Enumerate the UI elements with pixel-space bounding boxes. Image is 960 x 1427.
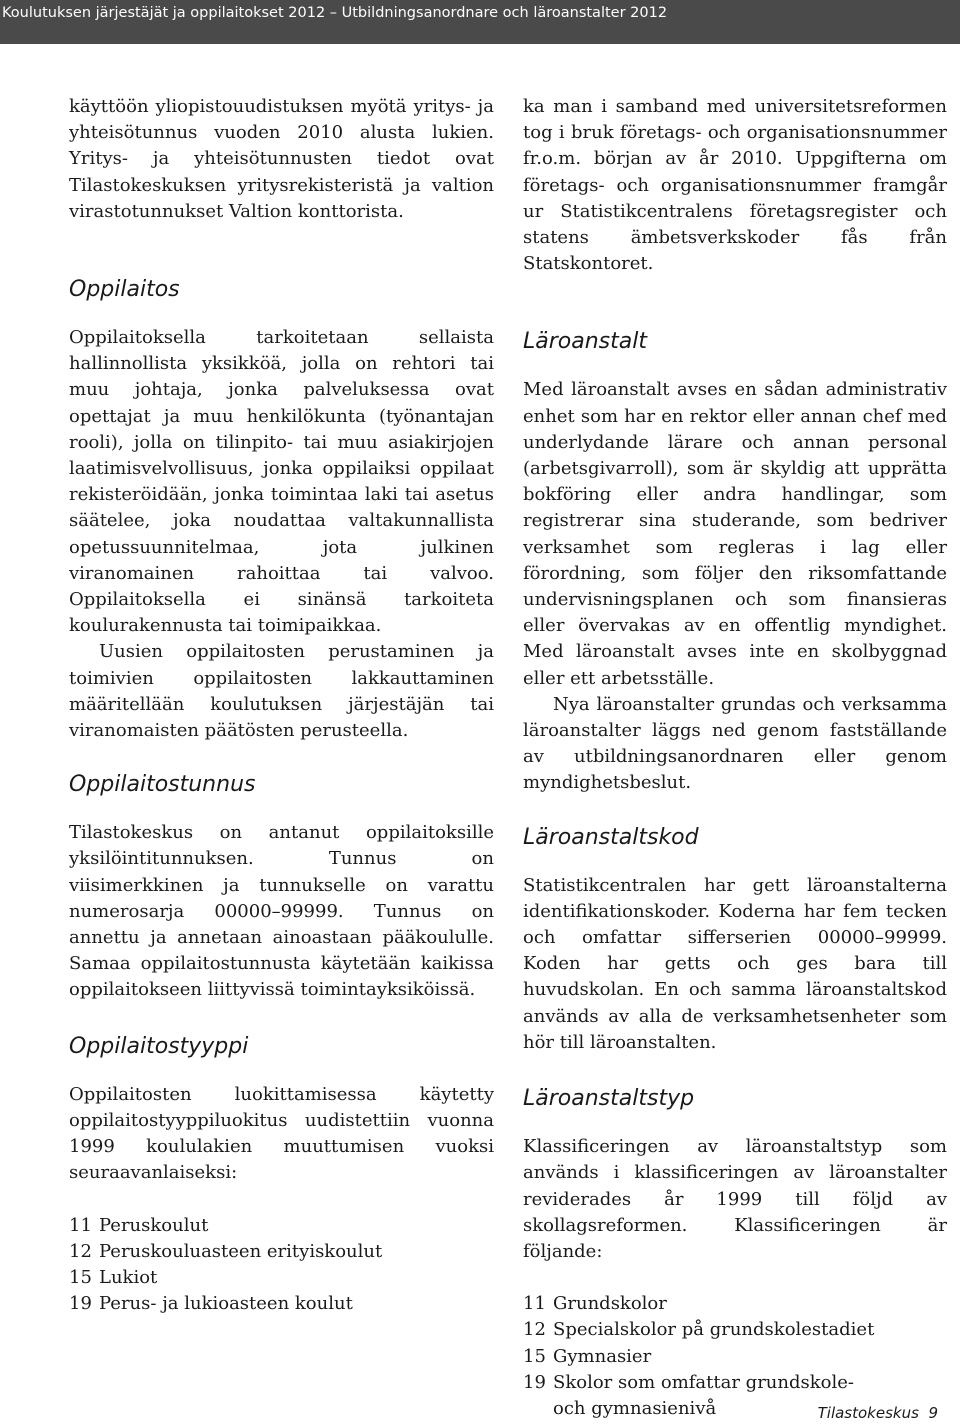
- list-item-label: Perus- ja lukioasteen koulut: [99, 1293, 353, 1315]
- list-item-label: Grundskolor: [553, 1293, 667, 1315]
- list-item-number: 12: [69, 1240, 92, 1262]
- heading-oppilaitos: Oppilaitos: [69, 277, 180, 303]
- oppilaitos-paragraph-2: Uusien oppilaitosten perustaminen ja toimivien oppilaitosten lakkauttaminen määritellään koulutuksen järjestäjän tai viranomaisten päätösten perusteella.: [69, 641, 494, 742]
- oppilaitos-paragraph-1: Oppilaitoksella tarkoitetaan sellaista hallinnollista yksikköä, jolla on rehtori tai muu johtaja, jonka palveluksessa ovat opettajat ja muu henkilökunta (työnantajan rooli), jolla on tilinpito- tai muu asiakirjojen laatimisvelvollisuus, jonka oppilaiksi oppilaat rekisteröidään, jonka toimintaa laki tai asetus säätelee, joka noudattaa valtakunnallista opetussuunnitelmaa, jota julkinen viranomainen rahoittaa tai valvoo. Oppilaitoksella ei sinänsä tarkoiteta koulurakennusta tai toimipaikkaa.: [69, 327, 494, 637]
- list-item-label: Skolor som omfattar grundskole-: [553, 1371, 854, 1393]
- list-item: [69, 1239, 494, 1265]
- laroanstaltstyp-list: [523, 1291, 947, 1422]
- list-item: [69, 1265, 494, 1291]
- running-header-text: Koulutuksen järjestäjät ja oppilaitokset 2012 – Utbildningsanordnare och läroanstalter 2012: [2, 5, 668, 21]
- laroanstaltskod-paragraph: Statistikcentralen har gett läroanstalterna identifikationskoder. Koderna har fem tecken och omfattar sifferserien 00000–99999. Koden har getts och ges bara till huvudskolan. En och samma läroanstaltskod används av alla de verksamhetsenheter som hör till läroanstalten.: [523, 874, 947, 1053]
- laroanstalt-paragraph-1: Med läroanstalt avses en sådan administrativ enhet som har en rektor eller annan chef med underlydande lärare och annan personal (arbetsgivarroll), som är skyldig att upprätta bokföring eller andra handlingar, som registrerar sina studerande, som bedriver verksamhet som regleras i lag eller förordning, som följer den riksomfattande undervisningsplanen och som finansieras eller övervakas av en offentlig myndighet. Med läroanstalt avses inte en skolbyggnad eller ett arbetsställe.: [523, 379, 947, 689]
- oppilaitostyyppi-paragraph: Oppilaitosten luokittamisessa käytetty oppilaitostyyppiluokitus uudistettiin vuonna 1999 koululakien muuttumisen vuoksi seuraavanlaiseksi:: [69, 1083, 494, 1184]
- footer-text: Tilastokeskus 9: [817, 1404, 938, 1422]
- right-column: [523, 94, 947, 1422]
- laroanstalt-paragraph-2: Nya läroanstalter grundas och verksamma läroanstalter läggs ned genom fastställande av utbildningsanordnaren eller genom myndighetsbeslut.: [523, 693, 947, 794]
- list-item-label: Peruskoulut: [99, 1214, 209, 1236]
- right-intro-paragraph: ka man i samband med universitetsreformen tog i bruk företags- och organisationsnummer fr.o.m. början av år 2010. Uppgifterna om företags- och organisationsnummer framgår ur Statistikcentralens företagsregister och statens ämbetsverkskoder fås från Statskontoret.: [523, 96, 947, 275]
- list-item: [69, 1213, 494, 1239]
- list-item-number: 19: [69, 1293, 92, 1315]
- list-item-label: Specialskolor på grundskolestadiet: [553, 1319, 875, 1341]
- heading-laroanstaltskod: Läroanstaltskod: [523, 824, 699, 850]
- running-header: [0, 0, 960, 44]
- list-item-label: Peruskouluasteen erityiskoulut: [99, 1240, 383, 1262]
- left-intro-paragraph: käyttöön yliopistouudistuksen myötä yritys- ja yhteisötunnus vuoden 2010 alusta lukien. Yritys- ja yhteisötunnusten tiedot ovat Tilastokeskuksen yritysrekisteristä ja valtion virastotunnukset Valtion konttorista.: [69, 96, 494, 222]
- list-item: [69, 1291, 494, 1317]
- list-item-number: 12: [523, 1319, 546, 1341]
- page-footer: [818, 1404, 938, 1422]
- oppilaitostyyppi-list: [69, 1213, 494, 1318]
- left-column: [69, 94, 494, 1317]
- list-item-number: 15: [523, 1345, 546, 1367]
- heading-laroanstalt: Läroanstalt: [523, 329, 647, 355]
- list-item-number: 11: [523, 1293, 546, 1315]
- list-item: [523, 1317, 947, 1343]
- heading-oppilaitostyyppi: Oppilaitostyyppi: [69, 1033, 249, 1059]
- list-item-label: Lukiot: [99, 1266, 158, 1288]
- list-item-number: 11: [69, 1214, 92, 1236]
- list-item-label: Gymnasier: [553, 1345, 652, 1367]
- list-item-number: 19: [523, 1371, 546, 1393]
- list-item-number: 15: [69, 1266, 92, 1288]
- heading-oppilaitostunnus: Oppilaitostunnus: [69, 772, 256, 798]
- laroanstaltstyp-paragraph: Klassificeringen av läroanstaltstyp som används i klassificeringen av läroanstalter reviderades år 1999 till följd av skollagsreformen. Klassificeringen är följande:: [523, 1136, 947, 1262]
- list-item-continuation: och gymnasienivå: [553, 1397, 717, 1419]
- heading-laroanstaltstyp: Läroanstaltstyp: [523, 1086, 695, 1112]
- list-item: [523, 1291, 947, 1317]
- oppilaitostunnus-paragraph: Tilastokeskus on antanut oppilaitoksille yksilöintitunnuksen. Tunnus on viisimerkkinen ja tunnukselle on varattu numerosarja 00000–99999. Tunnus on annettu ja annetaan ainoastaan pääkoululle. Samaa oppilaitostunnusta käytetään kaikissa oppilaitokseen liittyvissä toimintayksiköissä.: [69, 822, 494, 1001]
- list-item: [523, 1344, 947, 1370]
